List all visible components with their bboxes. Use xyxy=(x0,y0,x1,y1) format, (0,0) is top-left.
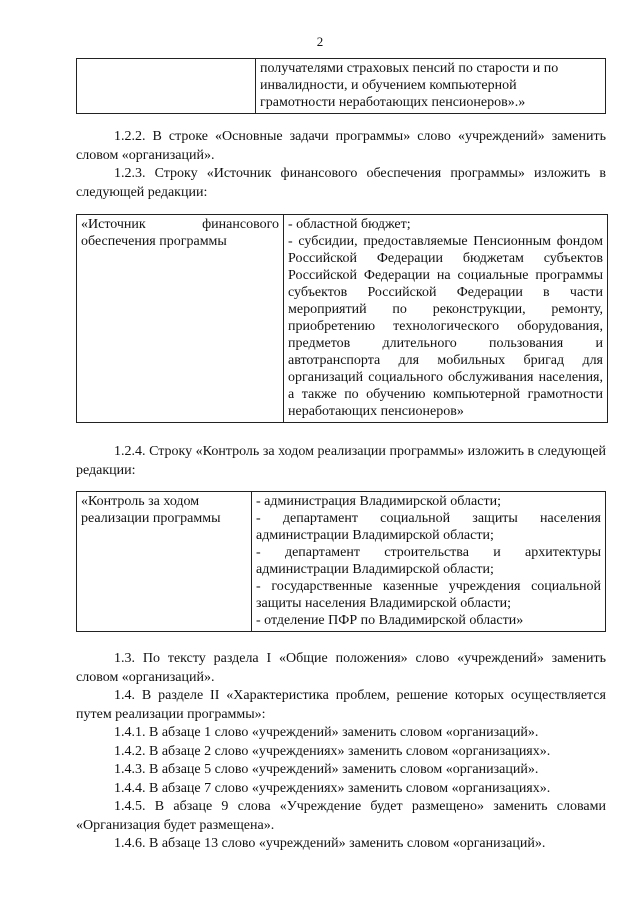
paragraph-block-2 xyxy=(76,443,606,480)
text-line: инвалидности, и обучением компьютерной xyxy=(260,78,517,93)
paragraph: 1.4.1. В абзаце 1 слово «учреждений» заменить словом «организаций». xyxy=(114,725,539,740)
control-table xyxy=(76,491,606,632)
list-item: - департамент социальной защиты населения администрации Владимирской области; xyxy=(256,511,601,543)
list-item: - департамент строительства и архитектуры администрации Владимирской области; xyxy=(256,545,601,577)
paragraph: 1.2.4. Строку «Контроль за ходом реализации программы» изложить в следующей редакции: xyxy=(76,444,606,478)
paragraph: 1.4. В разделе II «Характеристика проблем, решение которых осуществляется путем реализации программы»: xyxy=(76,688,606,722)
text-line: грамотности неработающих пенсионеров».» xyxy=(260,95,526,110)
paragraph: 1.2.2. В строке «Основные задачи программы» слово «учреждений» заменить словом «организаций». xyxy=(76,129,606,163)
funding-source-value-cell xyxy=(284,215,608,423)
paragraph: 1.4.4. В абзаце 7 слово «учреждениях» заменить словом «организациях». xyxy=(114,780,551,796)
paragraph: 1.4.3. В абзаце 5 слово «учреждений» заменить словом «организаций». xyxy=(114,762,539,777)
control-label-cell: «Контроль за ходом реализации программы xyxy=(77,492,252,632)
continuation-table xyxy=(76,58,606,114)
empty-left-cell xyxy=(77,59,256,114)
paragraph: 1.4.6. В абзаце 13 слово «учреждений» заменить словом «организаций». xyxy=(114,836,546,851)
list-item: - субсидии, предоставляемые Пенсионным фондом Российской Федерации бюджетам субъектов Российской Федерации на социальные программы субъектов Российской Федерации в части мероприятий по реконструкции, ремонту, приобретению технологического оборудования, предметов длительного пользования и автотранспорта для мобильных бригад для организаций социального обслуживания населения, а также по обучению компьютерной грамотности неработающих пенсионеров» xyxy=(288,234,603,419)
paragraph: 1.4.2. В абзаце 2 слово «учреждениях» заменить словом «организациях». xyxy=(114,743,551,759)
funding-source-label-cell: «Источник финансового обеспечения программы xyxy=(77,215,284,423)
paragraph-block-1 xyxy=(76,128,606,202)
list-item: - областной бюджет; xyxy=(288,217,411,232)
list-item: - отделение ПФР по Владимирской области» xyxy=(256,613,524,628)
paragraph: 1.3. По тексту раздела I «Общие положения» слово «учреждений» заменить словом «организаций». xyxy=(76,651,606,685)
funding-source-table xyxy=(76,214,608,423)
paragraph: 1.2.3. Строку «Источник финансового обеспечения программы» изложить в следующей редакции: xyxy=(76,166,606,200)
continuation-text-cell xyxy=(256,59,606,114)
paragraph-block-3 xyxy=(76,650,606,854)
page-number: 2 xyxy=(316,34,324,49)
control-value-cell xyxy=(252,492,606,632)
list-item: - государственные казенные учреждения социальной защиты населения Владимирской области; xyxy=(256,579,601,611)
list-item: - администрация Владимирской области; xyxy=(256,494,501,509)
text-line: получателями страховых пенсий по старости и по xyxy=(260,61,559,76)
paragraph: 1.4.5. В абзаце 9 слова «Учреждение будет размещено» заменить словами «Организация будет размещена». xyxy=(76,799,606,833)
